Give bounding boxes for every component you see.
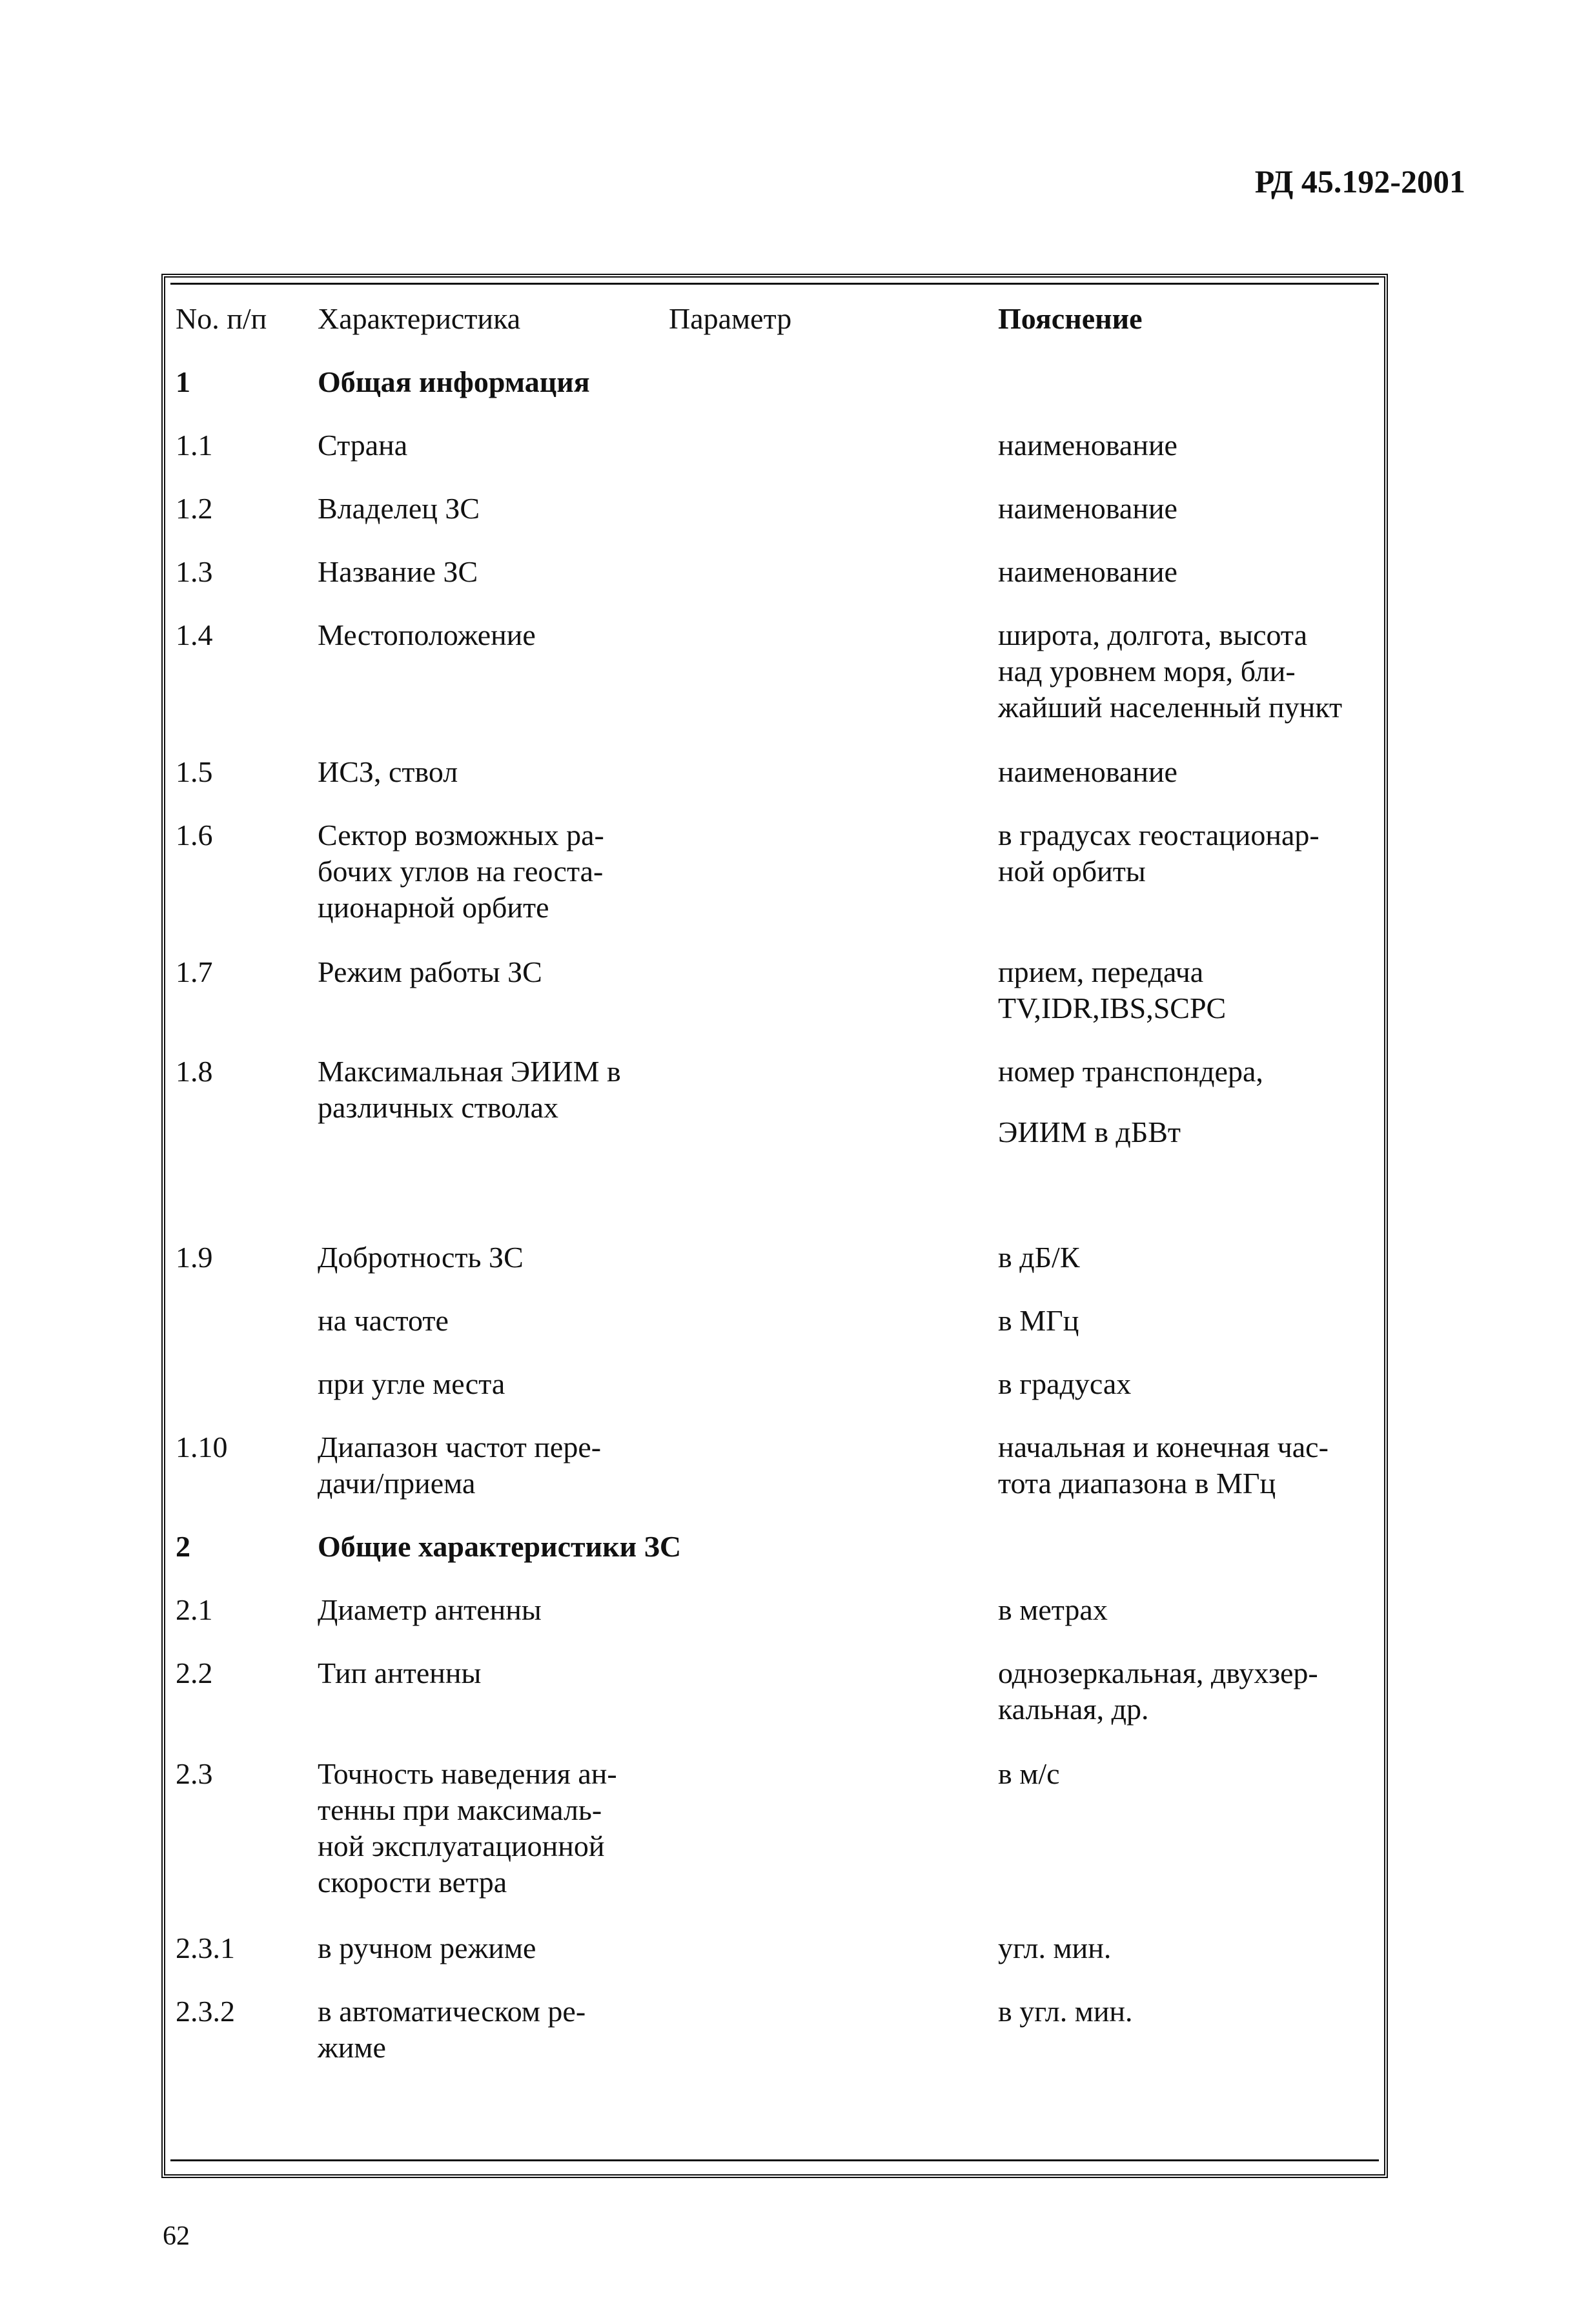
row-characteristic: в ручном режиме [318,1932,536,1964]
row-num: 1.3 [176,555,213,588]
page-number: 62 [163,2221,190,2251]
row-num: 1.6 [176,819,213,851]
row-characteristic: Общая информация [318,365,590,398]
row-characteristic: Тип антенны [318,1656,482,1689]
row-characteristic: ИСЗ, ствол [318,755,458,788]
row-explanation: наименование [998,429,1177,462]
row-explanation: в м/с [998,1757,1060,1790]
row-num: 1.7 [176,955,213,988]
header-parameter: Параметр [669,302,792,335]
row-num: 2.3.1 [176,1932,235,1964]
row-characteristic: Диаметр антенны [318,1593,542,1626]
row-characteristic: Сектор возможных ра- бочих углов на геоста- ционарной орбите [318,819,604,924]
row-characteristic: Название ЗС [318,555,478,588]
row-num: 1.5 [176,755,213,788]
row-characteristic: Страна [318,429,408,462]
header-explanation: Пояснение [998,302,1143,335]
row-explanation: в градусах [998,1367,1132,1400]
row-num: 1.2 [176,492,213,525]
row-characteristic: в автоматическом ре- жиме [318,1995,586,2064]
table-bottom-rule [170,2159,1379,2161]
document-code: РД 45.192-2001 [1254,163,1465,199]
row-explanation: начальная и конечная час- тота диапазона в МГц [998,1431,1329,1500]
row-explanation: наименование [998,555,1177,588]
row-explanation: в дБ/К [998,1241,1080,1274]
row-num: 2.1 [176,1593,213,1626]
row-characteristic: Местоположение [318,618,536,651]
row-characteristic: Добротность ЗС [318,1241,524,1274]
row-characteristic: Режим работы ЗС [318,955,542,988]
row-num: 1.1 [176,429,213,462]
row-characteristic: при угле места [318,1367,505,1400]
row-characteristic: Точность наведения ан- тенны при максималь- ной эксплуатационной скорости ветра [318,1757,617,1899]
row-num: 1.8 [176,1055,213,1088]
row-characteristic: на частоте [318,1304,449,1337]
spec-table [161,274,1388,2178]
row-num: 1.4 [176,618,213,651]
row-explanation: в градусах геостационар- ной орбиты [998,819,1319,888]
row-num: 1.10 [176,1431,228,1463]
row-explanation: в метрах [998,1593,1108,1626]
row-num: 2.2 [176,1656,213,1689]
row-num: 2.3 [176,1757,213,1790]
row-explanation: прием, передача TV,IDR,IBS,SCPC [998,955,1227,1024]
table-top-rule [170,283,1379,285]
header-characteristic: Характеристика [318,302,521,335]
row-explanation: однозеркальная, двухзер- кальная, др. [998,1656,1318,1726]
row-explanation: в МГц [998,1304,1079,1337]
row-characteristic: Общие характеристики ЗС [318,1530,682,1563]
row-explanation: номер транспондера, [998,1055,1263,1088]
row-num: 2 [176,1530,190,1563]
row-explanation: ЭИИМ в дБВт [998,1116,1181,1148]
row-num: 1 [176,365,190,398]
row-explanation: в угл. мин. [998,1995,1133,2028]
row-num: 2.3.2 [176,1995,235,2028]
row-characteristic: Диапазон частот пере- дачи/приема [318,1431,602,1500]
row-explanation: широта, долгота, высота над уровнем моря, бли- жайший населенный пункт [998,618,1343,724]
header-num: No. п/п [176,302,267,335]
row-characteristic: Максимальная ЭИИМ в различных стволах [318,1055,621,1124]
row-explanation: наименование [998,492,1177,525]
row-explanation: угл. мин. [998,1932,1112,1964]
row-explanation: наименование [998,755,1177,788]
row-num: 1.9 [176,1241,213,1274]
row-characteristic: Владелец ЗС [318,492,480,525]
